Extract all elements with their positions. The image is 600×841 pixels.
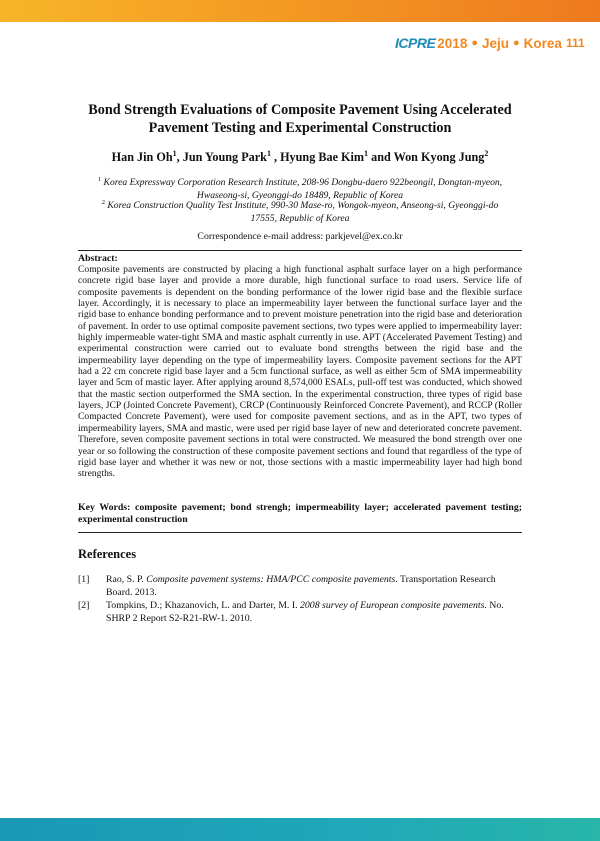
author-list	[60, 149, 540, 165]
reference-source: . No. SHRP 2 Report S2-R21-RW-1. 2010.	[106, 600, 504, 624]
author-name: Jun Young Park	[182, 150, 267, 165]
author-affiliation-mark: 2	[484, 149, 489, 158]
reference-source: . Transportation Research Board. 2013.	[106, 574, 496, 598]
author-affiliation-mark: 1	[364, 149, 369, 158]
reference-number: [1]	[78, 574, 90, 585]
reference-item	[78, 574, 522, 599]
conference-country: Korea	[523, 35, 562, 51]
reference-number: [2]	[78, 600, 90, 611]
affiliation	[90, 197, 510, 225]
divider	[78, 532, 522, 533]
correspondence-email: Correspondence e-mail address: parkjevel@ex.co.kr	[197, 231, 403, 242]
references-heading: References	[78, 547, 137, 561]
affiliation-text: Korea Expressway Corporation Research Institute, 208-96 Dongbu-daero 922beongil, Dongtan-myeon, Hwaseong-si, Gyeonggi-do 18489, Republic of Korea	[103, 177, 503, 201]
divider	[78, 250, 522, 251]
author-affiliation-mark: 1	[172, 149, 177, 158]
dot-separator: ●	[471, 37, 478, 49]
footer-color-bar	[0, 818, 600, 841]
reference-authors: Tompkins, D.; Khazanovich, L. and Darter, M. I.	[106, 600, 300, 611]
conference-year: 2018	[437, 35, 468, 51]
page-number: 111	[565, 36, 585, 50]
conference-city: Jeju	[482, 35, 510, 51]
paper-title: Bond Strength Evaluations of Composite Pavement Using Accelerated Pavement Testing and Experimental Construction	[88, 102, 512, 136]
conference-brand: ICPRE	[395, 35, 436, 51]
abstract-heading: Abstract:	[78, 253, 118, 264]
reference-title: 2008 survey of European composite pavements	[300, 600, 485, 611]
author-name: Han Jin Oh	[111, 150, 173, 165]
affiliation-text: Korea Construction Quality Test Institute, 990-30 Mase-ro, Wongok-myeon, Anseong-si, Gyeonggi-do 17555, Republic of Korea	[107, 200, 499, 224]
author-separator: and	[371, 150, 391, 165]
reference-title: Composite pavement systems: HMA/PCC composite pavements	[146, 574, 396, 585]
author-name: Hyung Bae Kim	[280, 150, 365, 165]
author-separator: ,	[176, 150, 180, 165]
affiliation-mark: 2	[101, 199, 105, 206]
keywords: Key Words: composite pavement; bond strengh; impermeability layer; accelerated pavement testing; experimental construction	[78, 502, 522, 525]
conference-logo	[395, 35, 585, 51]
author-name: Won Kyong Jung	[393, 150, 485, 165]
reference-authors: Rao, S. P.	[106, 574, 147, 585]
reference-item	[78, 600, 522, 625]
abstract-body: Composite pavements are constructed by placing a high functional asphalt surface layer on a high performance concrete rigid base layer and provide a more durable, high functional surface to road users. Service life of composite pavements is dependent on the bonding performance of the lower rigid base and the flexible surface layer. Accordingly, it is necessary to place an impermeability layer between the functional surface layer and the rigid base to enhance bonding performance and to prevent moisture penetration into the rigid base and deterioration of pavement. In order to use optimal composite pavement sections, two types were applied to impermeability layer: highly impermeable water-tight SMA and mastic asphalt currently in use. APT (Accelerated Pavement Testing) and experimental construction were carried out to evaluate bond strengths between the rigid base and the impermeability layer depending on the type of impermeability layers. Composite pavement sections for the APT had a 22 cm concrete rigid base layer and a 5cm functional surface, as well as either 5cm of SMA impermeability layer and 5cm of mastic layer. After applying around 8,574,000 ESALs, pull-off test was conducted, which showed that the mastic section outperformed the SMA section. In the experimental construction, three types of rigid base layers, JCP (Jointed Concrete Pavement), CRCP (Continuously Reinforced Concrete Pavement), and RCCP (Roller Compacted Concrete Pavement), were used for composite pavement sections, and as in the APT, two types of impermeability layers, SMA and mastic, were used per rigid base layer of new and deteriorated concrete pavement. Therefore, seven composite pavement sections in total were constructed. We measured the bond strength over one year or so following the construction of these composite pavement sections and found that regardless of the type of rigid base layer and whether it was new or not, those sections with a mastic impermeability layer had high bond strengths.	[78, 264, 522, 480]
author-affiliation-mark: 1	[266, 149, 271, 158]
author-separator: ,	[273, 150, 278, 165]
header-color-bar	[0, 0, 600, 22]
affiliation-mark: 1	[97, 176, 102, 183]
dot-separator: ●	[513, 37, 520, 49]
